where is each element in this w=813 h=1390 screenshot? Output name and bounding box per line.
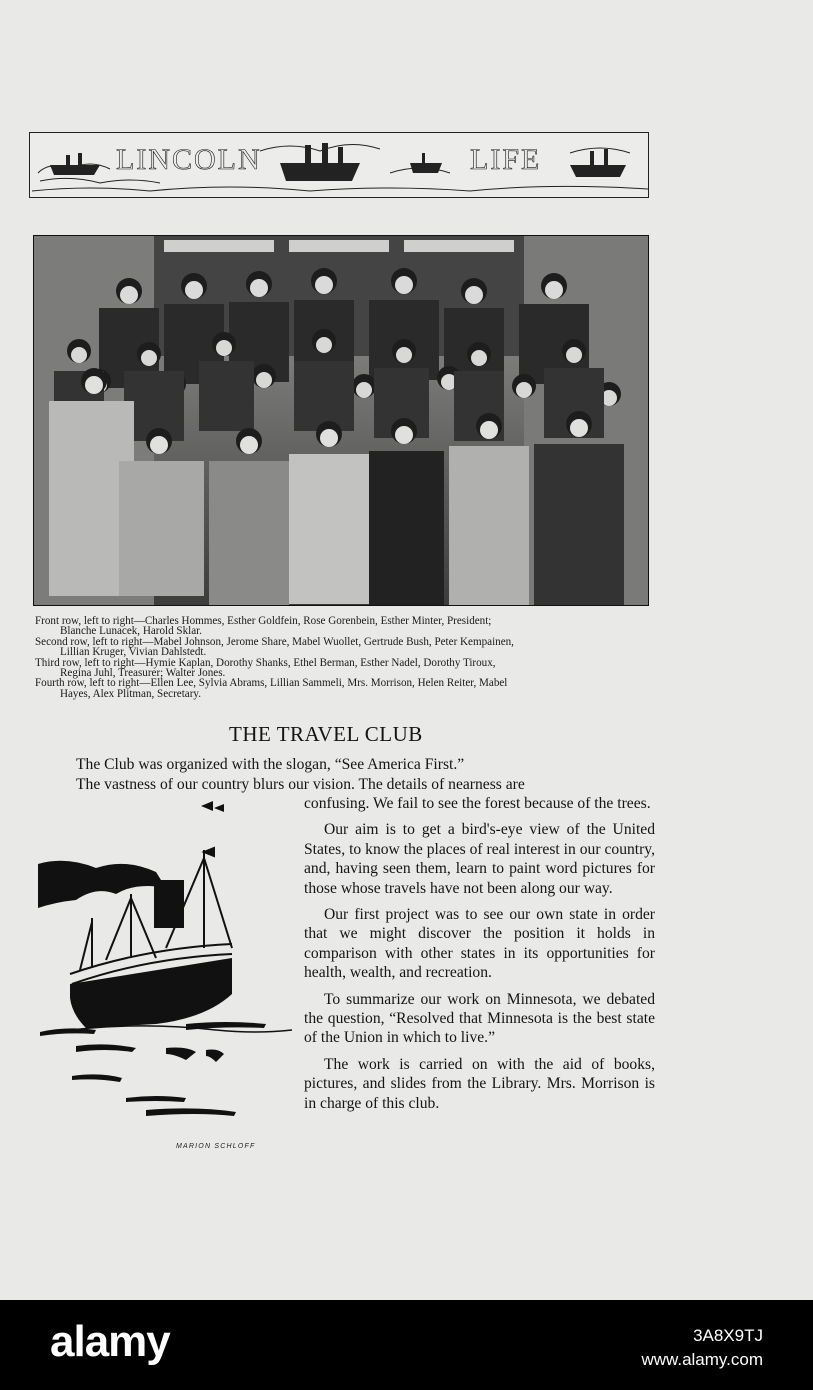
- article-paragraph-4: Our first project was to see our own state in order that we might discover the position it holds in comparison with other states in its opportunities for health, wealth, and recreation.: [304, 906, 655, 982]
- caption-fourth-row-line1: Fourth row, left to right—Ellen Lee, Sylvia Abrams, Lillian Sammeli, Mrs. Morrison, Helen Reiter, Mabel: [35, 677, 508, 690]
- image-credit: [641, 1324, 763, 1372]
- image-id: 3A8X9TJ: [693, 1326, 763, 1345]
- caption-third-row-line2: Regina Juhl, Treasurer; Walter Jones.: [60, 667, 226, 680]
- steamship-illustration: [36, 798, 296, 1128]
- caption-fourth-row-line2: Hayes, Alex Plitman, Secretary.: [60, 687, 201, 700]
- banner-word-life: LIFE: [470, 143, 542, 176]
- article-paragraph-3: Our aim is to get a bird's-eye view of the United States, to know the places of real interest in our country, and, having seen them, learn to paint word pictures for those whose travels have not been along our way.: [304, 821, 655, 897]
- banner-word-lincoln: LINCOLN: [116, 143, 262, 176]
- illustration-signature: MARION SCHLOFF: [176, 1143, 256, 1150]
- caption-second-row: [35, 637, 655, 658]
- caption-third-row-line1: Third row, left to right—Hymie Kaplan, Dorothy Shanks, Ethel Berman, Esther Nadel, Dorothy Tiroux,: [35, 656, 496, 669]
- caption-third-row: [35, 658, 655, 679]
- brand-logo: alamy: [50, 1317, 170, 1366]
- photo-caption: [35, 616, 655, 699]
- article-paragraph-1: The Club was organized with the slogan, “See America First.”: [76, 756, 465, 773]
- article-paragraph-2-continued: confusing. We fail to see the forest because of the trees.: [304, 795, 651, 812]
- article-paragraph-6: The work is carried on with the aid of books, pictures, and slides from the Library. Mrs. Morrison is in charge of this club.: [304, 1055, 655, 1112]
- caption-second-row-line1: Second row, left to right—Mabel Johnson, Jerome Share, Mabel Wuollet, Gertrude Bush, Peter Kempainen,: [35, 635, 514, 648]
- caption-fourth-row: [35, 678, 655, 699]
- caption-front-row-line1: Front row, left to right—Charles Hommes, Esther Goldfein, Rose Gorenbein, Esther Minter, President;: [35, 615, 492, 627]
- caption-second-row-line2: Lillian Kruger, Vivian Dahlstedt.: [60, 646, 207, 659]
- caption-front-row: [35, 616, 655, 637]
- header-banner: [29, 132, 649, 198]
- article-paragraph-2-first-line: The vastness of our country blurs our vision. The details of nearness are: [76, 776, 525, 793]
- watermark-bar: [0, 1300, 813, 1390]
- article-column: [304, 794, 655, 1113]
- article-title: THE TRAVEL CLUB: [229, 722, 423, 746]
- club-group-photo: [33, 235, 649, 606]
- site-url: www.alamy.com: [641, 1350, 763, 1369]
- caption-front-row-line2: Blanche Lunacek, Harold Sklar.: [60, 625, 203, 638]
- article-paragraph-5: To summarize our work on Minnesota, we debated the question, “Resolved that Minnesota is the best state of the Union in which to live.”: [304, 990, 655, 1047]
